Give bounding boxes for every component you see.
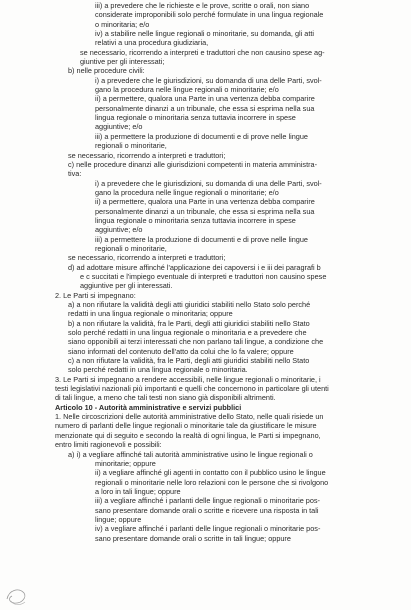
- text-line: menzionate qui di seguito e secondo la realtà di ogni lingua, le Parti si impegnano,: [55, 430, 321, 440]
- text-line: a) a non rifiutare la validità degli atti giuridici stabiliti nello Stato solo perché: [68, 300, 311, 309]
- text-line: ii) a permettere, qualora una Parte in una vertenza debba comparire: [95, 94, 315, 104]
- text-line: b) nelle procedure civili:: [68, 66, 145, 76]
- text-line: minoritarie; oppure: [95, 458, 156, 468]
- text-line: regionali o minoritarie,: [95, 243, 167, 253]
- text-line: lingua regionale o minoritaria senza tuttavia incorrere in spese: [95, 215, 296, 225]
- text-line: aggiuntive; e/o: [95, 122, 143, 132]
- text-line: redatti in una lingua regionale o minoritaria; oppure: [68, 309, 233, 319]
- scan-stamp-mark: [3, 585, 29, 607]
- text-line: se necessario, ricorrendo a interpreti e traduttori;: [68, 150, 226, 160]
- text-line: tiva:: [68, 169, 82, 179]
- text-line: iii) a permettere la produzione di documenti e di prove nelle lingue: [95, 234, 308, 244]
- text-line: solo perché redatti in una lingua regionale o minoritaria e a prevedere che: [68, 328, 307, 338]
- text-line: aggiuntive per gli interessati.: [80, 281, 173, 291]
- text-line: o minoritaria; e/o: [95, 19, 150, 29]
- article-heading: Articolo 10 - Autorità amministrative e servizi pubblici: [55, 402, 242, 412]
- text-line: iv) a stabilire nelle lingue regionali o minoritarie, su domanda, gli atti: [95, 29, 315, 39]
- text-line: ii) a permettere, qualora una Parte in una vertenza debba comparire: [95, 197, 315, 207]
- text-line: entro limiti ragionevoli e possibili:: [55, 440, 162, 450]
- text-line: sano presentare domande orali o scritte in tali lingue; oppure: [95, 533, 291, 543]
- text-line: lingue; oppure: [95, 514, 142, 524]
- text-line: c) a non rifiutare la validità, fra le Parti, degli atti giuridici stabiliti nello Stato: [68, 356, 310, 366]
- text-line: 1. Nelle circoscrizioni delle autorità amministrative dello Stato, nelle quali risiede un: [55, 412, 324, 422]
- text-line: relativi a una procedura giudiziaria,: [95, 38, 209, 48]
- text-line: numero di parlanti delle lingue regionali o minoritarie tale da giustificare le misure: [55, 421, 317, 431]
- text-line: testi legislativi nazionali più importanti e quelli che concernono in particolare gli utenti: [55, 384, 329, 394]
- text-line: regionali o minoritarie nelle loro relazioni con le persone che si rivolgono: [95, 477, 329, 487]
- text-line: b) a non rifiutare la validità, fra le Parti, degli atti giuridici stabiliti nello Stato: [68, 318, 310, 328]
- text-line: personalmente dinanzi a un tribunale, che essa si esprima nella sua: [95, 206, 315, 216]
- text-line: a) i) a vegliare affinché tali autorità amministrative usino le lingue regionali o: [68, 449, 313, 459]
- text-line: iii) a prevedere che le richieste e le prove, scritte o orali, non siano: [95, 1, 310, 10]
- text-line: iii) a vegliare affinché i parlanti delle lingue regionali o minoritarie pos-: [95, 496, 320, 506]
- text-line: e c succitati e l'impiego eventuale di interpreti e traduttori non causino spese: [80, 271, 327, 281]
- text-line: solo perché redatti in una lingua regionale o minoritaria.: [68, 365, 248, 375]
- text-line: 2. Le Parti si impegnano:: [55, 290, 136, 300]
- text-line: i) a prevedere che le giurisdizioni, su domanda di una delle Parti, svol-: [95, 75, 322, 85]
- text-line: sano presentare domande orali o scritte e ricevere una risposta in tali: [95, 505, 319, 515]
- text-line: se necessario, ricorrendo a interpreti e traduttori che non causino spese ag-: [80, 47, 325, 57]
- text-line: gano la procedura nelle lingue regionali o minoritarie; e/o: [95, 85, 279, 95]
- text-line: aggiuntive; e/o: [95, 225, 143, 235]
- text-line: se necessario, ricorrendo a interpreti e traduttori;: [68, 253, 226, 263]
- text-line: i) a prevedere che le giurisdizioni, su domanda di una delle Parti, svol-: [95, 178, 322, 188]
- text-line: siano opponibili ai terzi interessati che non parlano tali lingue, a condizione che: [68, 337, 324, 347]
- document-body: [0, 1, 411, 543]
- text-line: iii) a permettere la produzione di documenti e di prove nelle lingue: [95, 131, 308, 141]
- text-line: iv) a vegliare affinché i parlanti delle lingue regionali o minoritarie pos-: [95, 524, 321, 534]
- text-line: c) nelle procedure dinanzi alle giurisdizioni competenti in materia amministra-: [68, 159, 318, 169]
- text-line: siano informati del contenuto dell'atto da colui che lo fa valere; oppure: [68, 346, 294, 356]
- text-line: lingua regionale o minoritaria senza tuttavia incorrere in spese: [95, 113, 296, 123]
- text-line: personalmente dinanzi a un tribunale, che essa si esprima nella sua: [95, 103, 315, 113]
- text-line: 3. Le Parti si impegnano a rendere accessibili, nelle lingue regionali o minoritarie, i: [55, 374, 321, 384]
- text-line: a loro in tali lingue; oppure: [95, 486, 181, 496]
- text-line: ii) a vegliare affinché gli agenti in contatto con il pubblico usino le lingue: [95, 468, 326, 478]
- text-line: di tali lingue, a meno che tali testi non siano già disponibili altrimenti.: [55, 393, 276, 403]
- text-line: considerate improponibili solo perché formulate in una lingua regionale: [95, 10, 324, 20]
- text-line: giuntive per gli interessati;: [80, 57, 165, 67]
- text-line: d) ad adottare misure affinché l'applicazione dei capoversi i e iii dei paragrafi b: [68, 262, 321, 272]
- text-line: regionali o minoritarie,: [95, 141, 167, 151]
- text-line: gano la procedura nelle lingue regionali o minoritarie; e/o: [95, 187, 279, 197]
